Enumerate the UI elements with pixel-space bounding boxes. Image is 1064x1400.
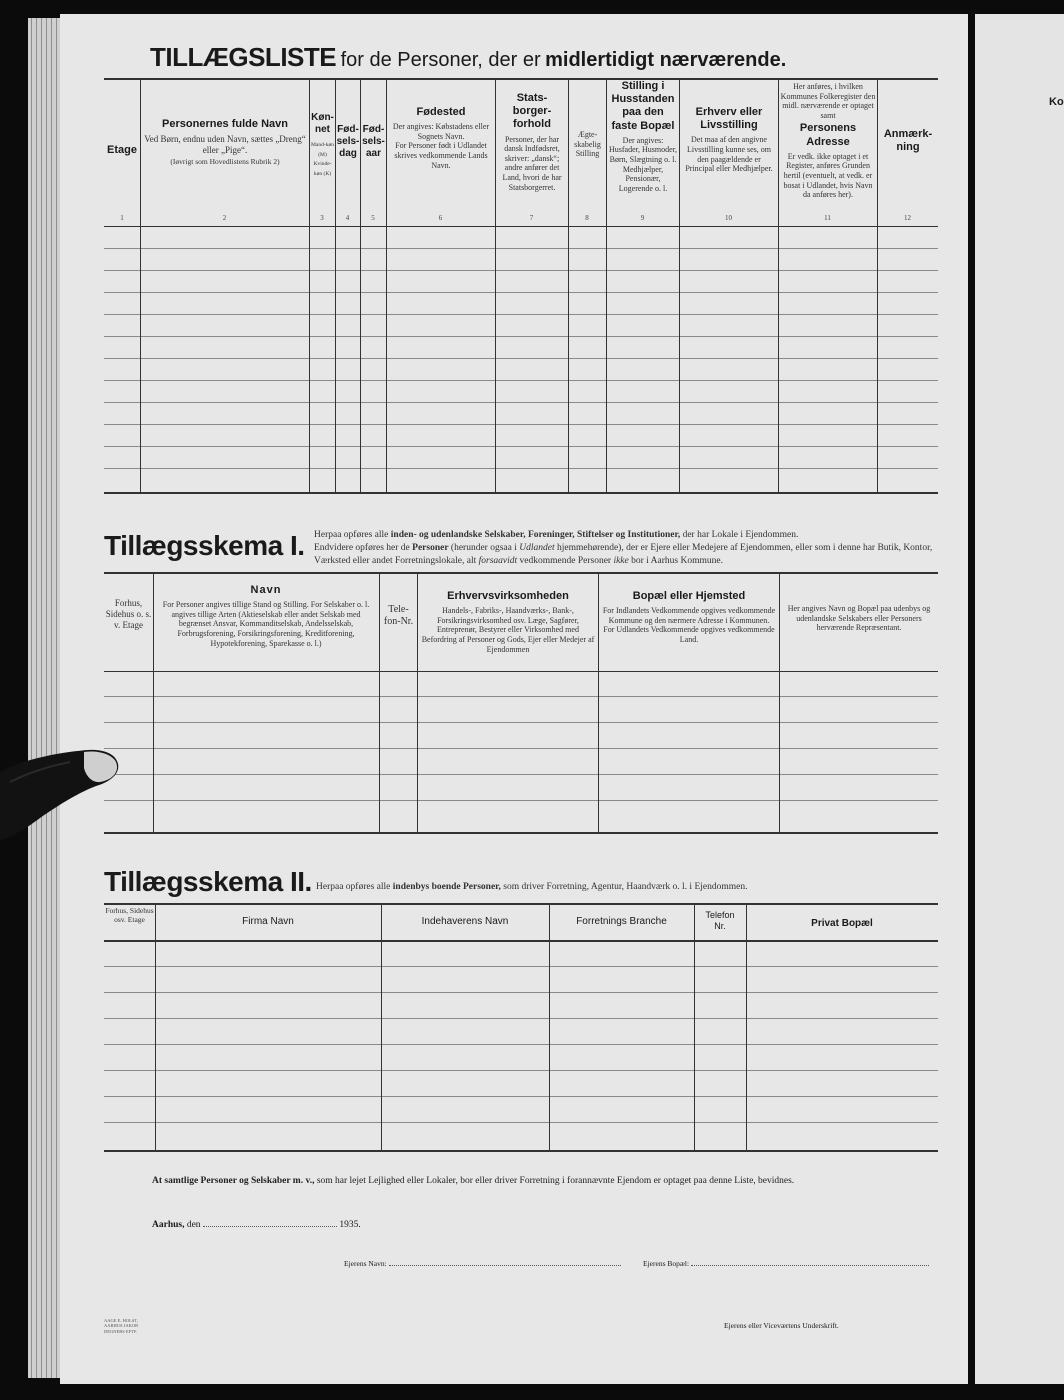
col-num-5: 5	[371, 214, 375, 222]
s1-col-name-header: Navn For Personer angives tillige Stand og Stilling. For Selskaber o. l. angives tillige Arten (Aktieselskab eller andet Selskab med begrænset Ansvar, Kommanditselskab, Andelsselskab, Forbrugsforening, Forsikringsforening, Kreditforening, Hypotekforening, Sparekasse o. l.)	[162, 584, 370, 648]
right-page	[975, 14, 1064, 1384]
col-birthday-header: Fød-sels-dag	[336, 124, 360, 159]
main-title-part2: for de Personer, der er	[340, 49, 541, 71]
owner-address-field[interactable]	[691, 1265, 929, 1266]
col-birthplace-header: Fødested Der angives: Købstadens eller Sognets Navn. For Personer født i Udlandet skrives vedkommende Lands Navn.	[392, 106, 490, 170]
col-num-9: 9	[640, 214, 645, 222]
page-edges	[28, 18, 62, 1378]
schema2-note: Herpaa opføres alle indenbys boende Personer, som driver Forretning, Agentur, Haandværk o. l. i Ejendommen.	[316, 882, 748, 892]
col-num-2: 2	[222, 214, 227, 222]
col-num-4: 4	[345, 214, 350, 222]
col-num-8: 8	[585, 214, 589, 222]
col-num-12: 12	[904, 214, 911, 222]
s1-col-residence-header: Bopæl eller Hjemsted For Indlandets Vedkommende opgives vedkommende Kommune og den nærmere Adresse i Kommunen. For Udlandets Vedkommende opgives vedkommende Land.	[602, 590, 776, 644]
main-title-part3: midlertidigt nærværende.	[545, 49, 787, 71]
declaration: At samtlige Personer og Selskaber m. v., som har lejet Lejlighed eller Lokaler, bor eller driver Forretning i forannævnte Ejendom er optaget paa denne Liste, bevidnes.	[152, 1176, 795, 1186]
right-page-text: Ko	[1049, 96, 1064, 108]
date-line: Aarhus, den 1935.	[152, 1220, 361, 1230]
schema1-title: Tillægsskema I.	[104, 530, 305, 561]
s2-col-private-address-header: Privat Bopæl	[811, 918, 873, 929]
col-birthyear-header: Fød-sels-aar	[362, 124, 385, 159]
s1-col-business-header: Erhvervsvirksomheden Handels-, Fabriks-, Haandværks-, Bank-, Forsikringsvirksomhed osv. Læge, Sagfører, Entreprenør, Bestyrer eller Virksomhed med Befordring af Personer og Gods, Ejer eller Medejer af Ejendommen	[421, 590, 595, 654]
main-title	[150, 42, 786, 73]
col-num-10: 10	[725, 214, 732, 222]
thumb-photo	[0, 742, 120, 842]
col-num-11: 11	[824, 214, 831, 222]
s1-col-floor-header: Forhus, Sidehus o. s. v. Etage	[105, 598, 152, 630]
col-name-header: Personernes fulde Navn Ved Børn, endnu uden Navn, sættes „Dreng“ eller „Pige“. (Iøvrigt som Hovedlistens Rubrik 2)	[144, 118, 306, 166]
signature-label: Ejerens eller Viceværtens Underskrift.	[724, 1321, 839, 1330]
col-etage-header: Etage	[107, 144, 137, 156]
col-marital-header: Ægte-skabelig Stilling	[574, 130, 601, 159]
col-num-3: 3	[320, 214, 324, 222]
date-field[interactable]	[203, 1226, 337, 1227]
printer-mark: AAGE E. HOLST, AARHUS JAKOB DEGNERS EFTF.	[104, 1318, 139, 1334]
col-gender-header: Køn-net Mand-køn (M) Kvinde-køn (K)	[311, 112, 334, 177]
s1-col-phone-header: Tele-fon-Nr.	[383, 604, 414, 627]
col-remarks-header: Anmærk-ning	[883, 128, 933, 154]
col-citizenship-header: Stats-borger-forhold Personer, der har dansk Indfødsret, skriver: „dansk“; andre anfører det Land, hvori de har Statsborgerret.	[502, 92, 562, 192]
owner-name-line: Ejerens Navn:	[344, 1259, 621, 1268]
schema2-title: Tillægsskema II.	[104, 866, 312, 897]
col-num-1: 1	[120, 214, 124, 222]
col-address-header: Her anføres, i hvilken Kommunes Folkeregister den midl. nærværende er optaget samt Personens Adresse Er vedk. ikke optaget i et Register, anføres Grunden hertil (eventuelt, at vedk. er bosat i Udlandet, hvis Navn da anføres her).	[780, 82, 876, 200]
schema1-note: Herpaa opføres alle inden- og udenlandske Selskaber, Foreninger, Stiftelser og Institutioner, der har Lokale i Ejendommen. Endvidere opføres her de Personer (herunder ogsaa i Udlandet hjemmehørende), der er Ejere eller Medejere af Ejendommen, eller som i denne har Butik, Kontor, Værksted eller andet Forretningslokale, alt forsaavidt vedkommende Personer ikke bor i Aarhus Kommune.	[314, 530, 933, 566]
col-occupation-header: Erhverv eller Livsstilling Det maa af den angivne Livsstilling kunne ses, om den paagældende er Principal eller Medhjælper.	[685, 106, 773, 174]
s2-col-firm-header: Firma Navn	[242, 916, 294, 927]
col-household-header: Stilling i Husstanden paa den faste Bopæl Der angives: Husfader, Husmoder, Børn, Slægtning o. l. Medhjælper, Pensionær, Logerende o. l.	[608, 80, 677, 193]
main-title-part1: TILLÆGSLISTE	[150, 42, 337, 72]
col-num-6: 6	[438, 214, 443, 222]
s2-col-phone-header: Telefon Nr.	[705, 910, 735, 931]
s2-col-branch-header: Forretnings Branche	[576, 916, 667, 927]
owner-address-line: Ejerens Bopæl:	[643, 1259, 929, 1268]
s1-col-representative-header: Her angives Navn og Bopæl paa udenbys og udenlandske Selskabers eller Personers herværende Repræsentant.	[787, 604, 931, 633]
s2-col-floor-header: Forhus, Sidehus osv. Etage	[105, 906, 154, 924]
col-num-7: 7	[529, 214, 534, 222]
s2-col-owner-header: Indehaverens Navn	[421, 916, 509, 927]
owner-name-field[interactable]	[389, 1265, 621, 1266]
